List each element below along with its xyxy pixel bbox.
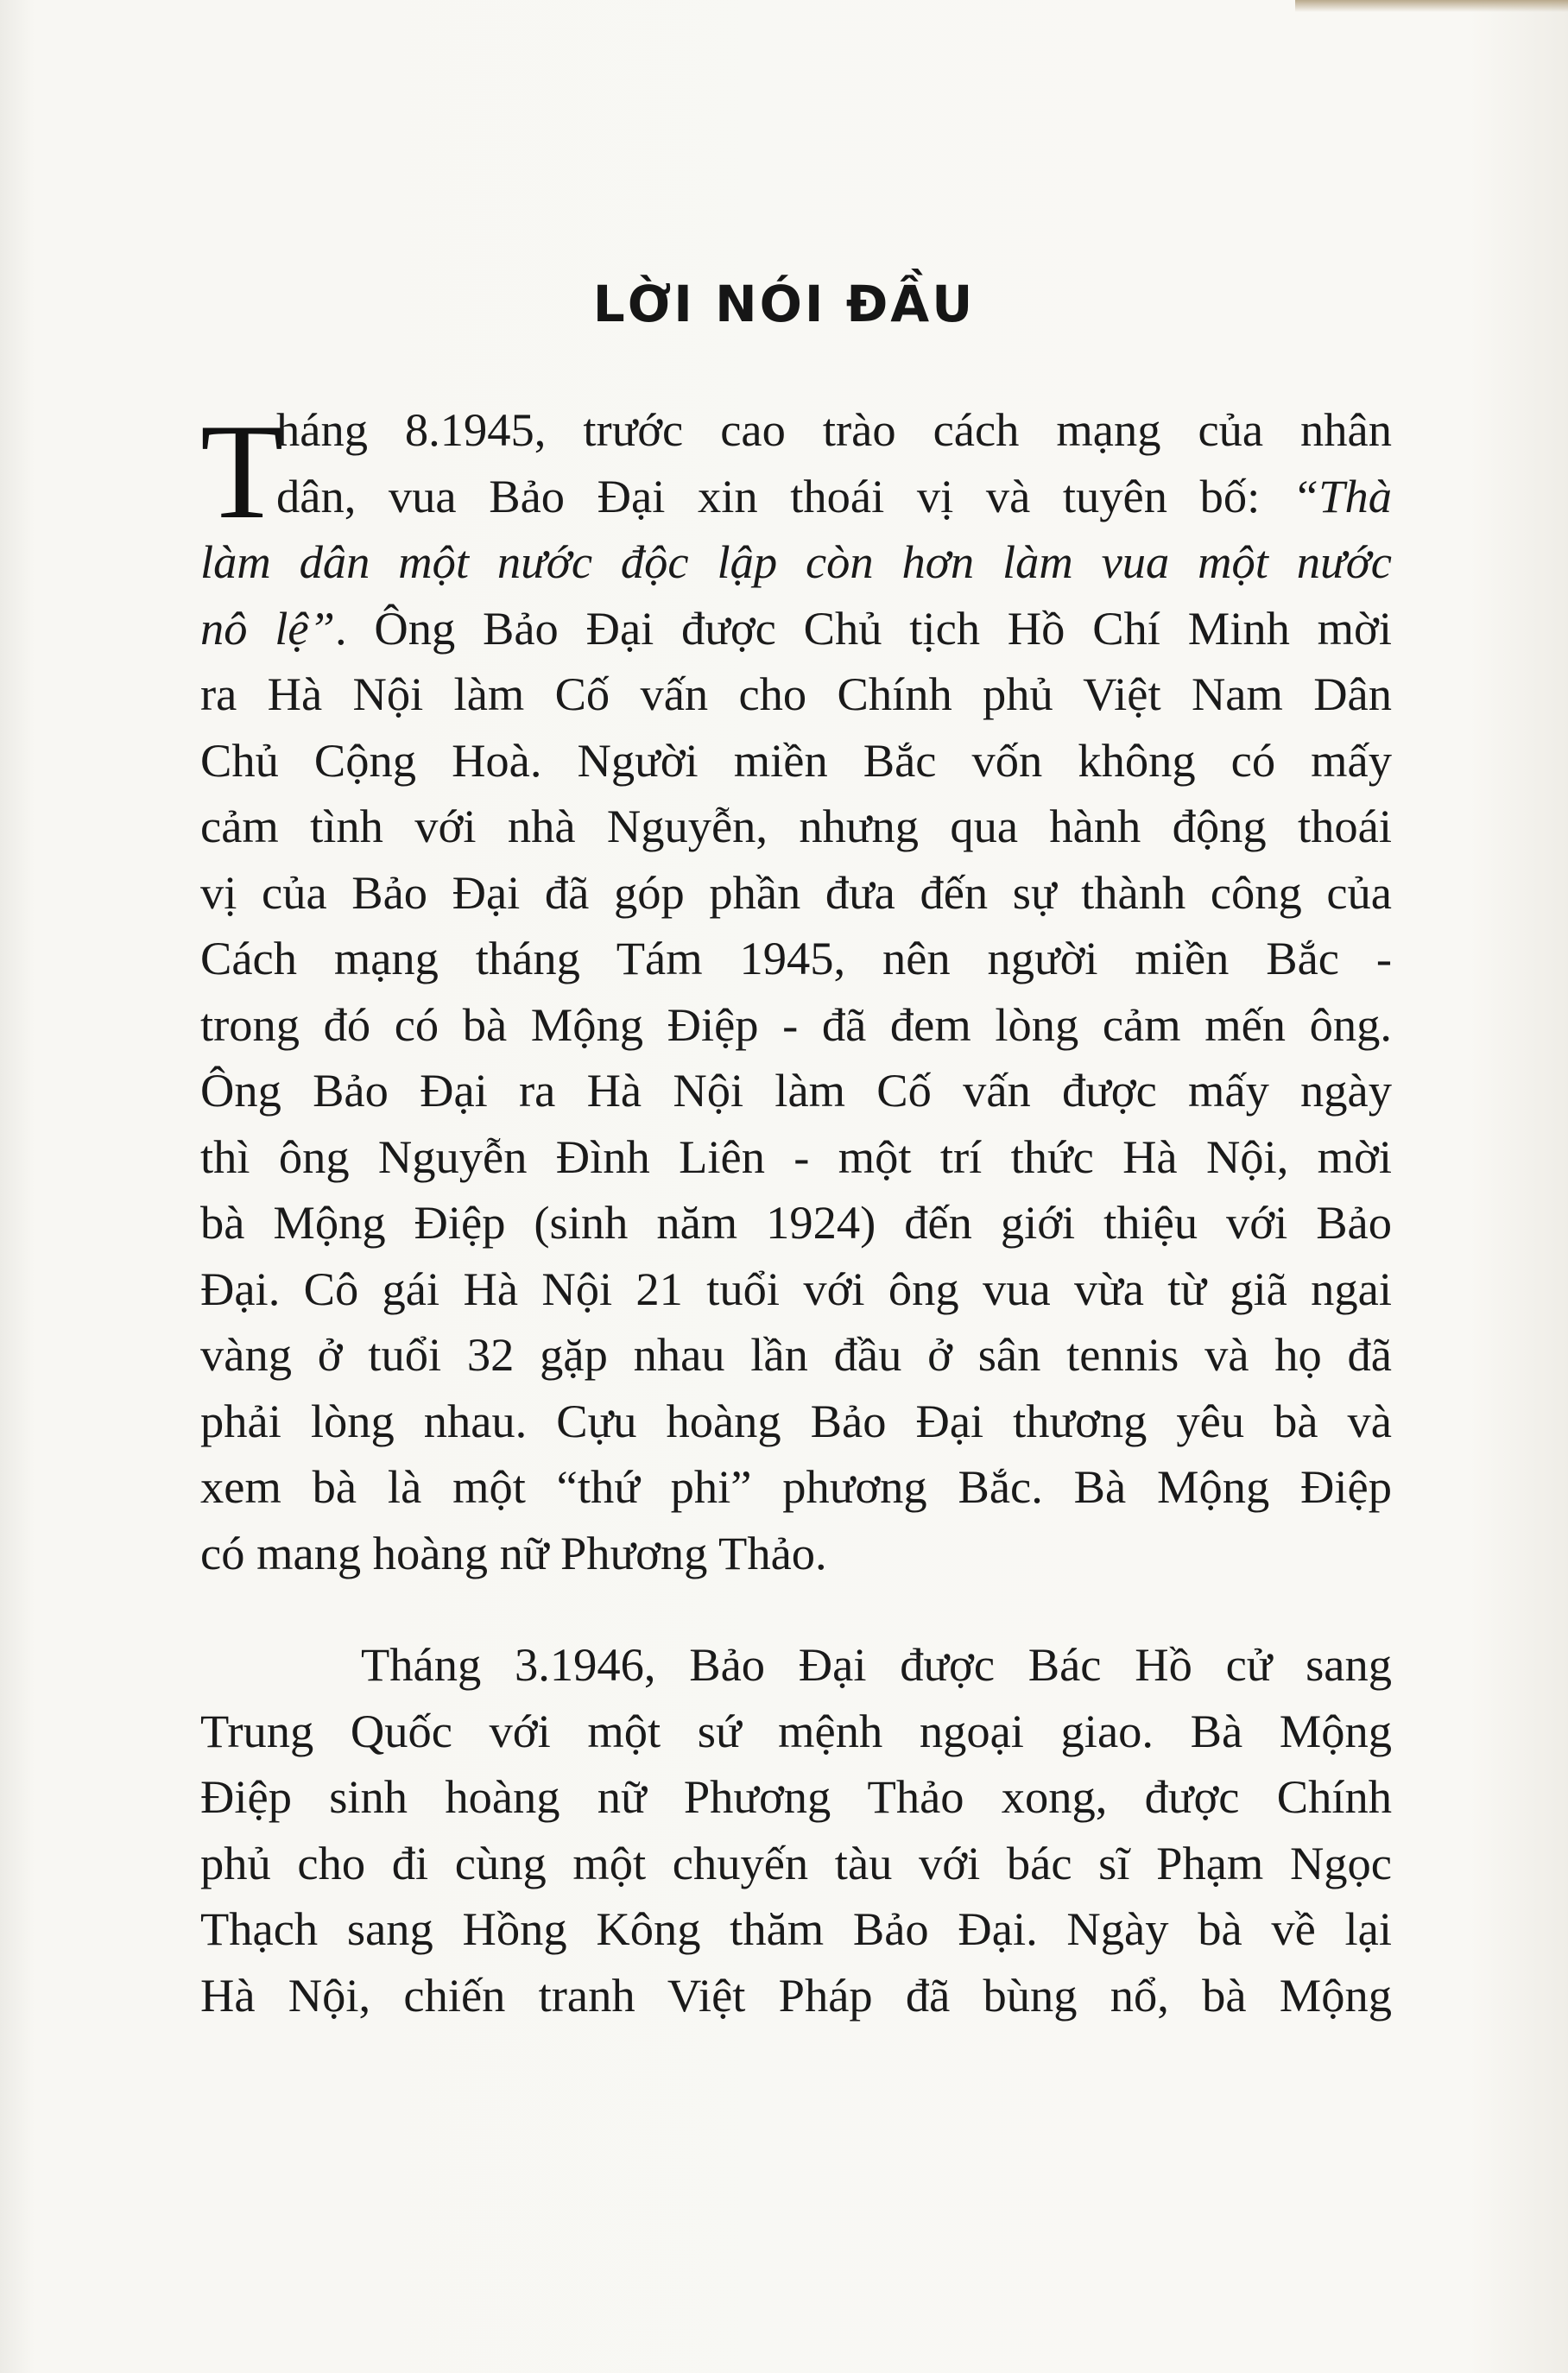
text-line: trong đó có bà Mộng Điệp - đã đem lòng cảm mến ông. (200, 997, 1392, 1051)
quote-text: làm dân một nước độc lập còn hơn làm vua một nước (200, 535, 1392, 588)
text-segment: dân, vua Bảo Đại xin thoái vị và tuyên bố: (276, 469, 1293, 522)
paragraph-2 (200, 1632, 1392, 2028)
text-line: bà Mộng Điệp (sinh năm 1924) đến giới thiệu với Bảo (200, 1196, 1392, 1249)
quote-text: “Thà (1292, 469, 1392, 522)
text-line: vị của Bảo Đại đã góp phần đưa đến sự thành công của (200, 865, 1392, 919)
chapter-title: LỜI NÓI ĐẦU (592, 275, 976, 333)
text-line: cảm tình với nhà Nguyễn, nhưng qua hành động thoái (200, 800, 1392, 852)
text-line: Trung Quốc với một sứ mệnh ngoại giao. Bà Mộng (200, 1704, 1392, 1757)
text-line (200, 464, 1392, 530)
text-line: có mang hoàng nữ Phương Thảo. (200, 1526, 827, 1579)
text-line: Cách mạng tháng Tám 1945, nên người miền Bắc - (200, 932, 1392, 984)
text-line (200, 529, 1392, 596)
text-line: phủ cho đi cùng một chuyến tàu với bác sĩ Phạm Ngọc (200, 1836, 1392, 1889)
text-segment: . Ông Bảo Đại được Chủ tịch Hồ Chí Minh mời (334, 601, 1392, 655)
text-line (200, 596, 1392, 662)
text-line: Hà Nội, chiến tranh Việt Pháp đã bùng nổ, bà Mộng (200, 1968, 1392, 2022)
text-line: Tháng 3.1946, Bảo Đại được Bác Hồ cử sang (361, 1638, 1392, 1691)
text-line: phải lòng nhau. Cựu hoàng Bảo Đại thương yêu bà và (200, 1394, 1392, 1447)
text-line: Điệp sinh hoàng nữ Phương Thảo xong, được Chính (200, 1770, 1392, 1823)
quote-text: nô lệ” (200, 601, 335, 655)
page-edge-shadow (1295, 0, 1568, 12)
text-line: Đại. Cô gái Hà Nội 21 tuổi với ông vua vừa từ giã ngai (200, 1262, 1392, 1315)
drop-cap: T (200, 396, 284, 547)
text-line: háng 8.1945, trước cao trào cách mạng của nhân (276, 403, 1392, 456)
text-line: vàng ở tuổi 32 gặp nhau lần đầu ở sân tennis và họ đã (200, 1328, 1392, 1381)
text-line: xem bà là một “thứ phi” phương Bắc. Bà Mộng Điệp (200, 1460, 1392, 1513)
text-line: Ông Bảo Đại ra Hà Nội làm Cố vấn được mấy ngày (200, 1064, 1392, 1117)
text-line: Thạch sang Hồng Kông thăm Bảo Đại. Ngày bà về lại (200, 1902, 1392, 1955)
text-line: Chủ Cộng Hoà. Người miền Bắc vốn không có mấy (200, 733, 1392, 787)
text-line: ra Hà Nội làm Cố vấn cho Chính phủ Việt Nam Dân (200, 668, 1392, 720)
text-line: thì ông Nguyễn Đình Liên - một trí thức Hà Nội, mời (200, 1130, 1392, 1183)
paragraph-1 (200, 397, 1392, 1586)
